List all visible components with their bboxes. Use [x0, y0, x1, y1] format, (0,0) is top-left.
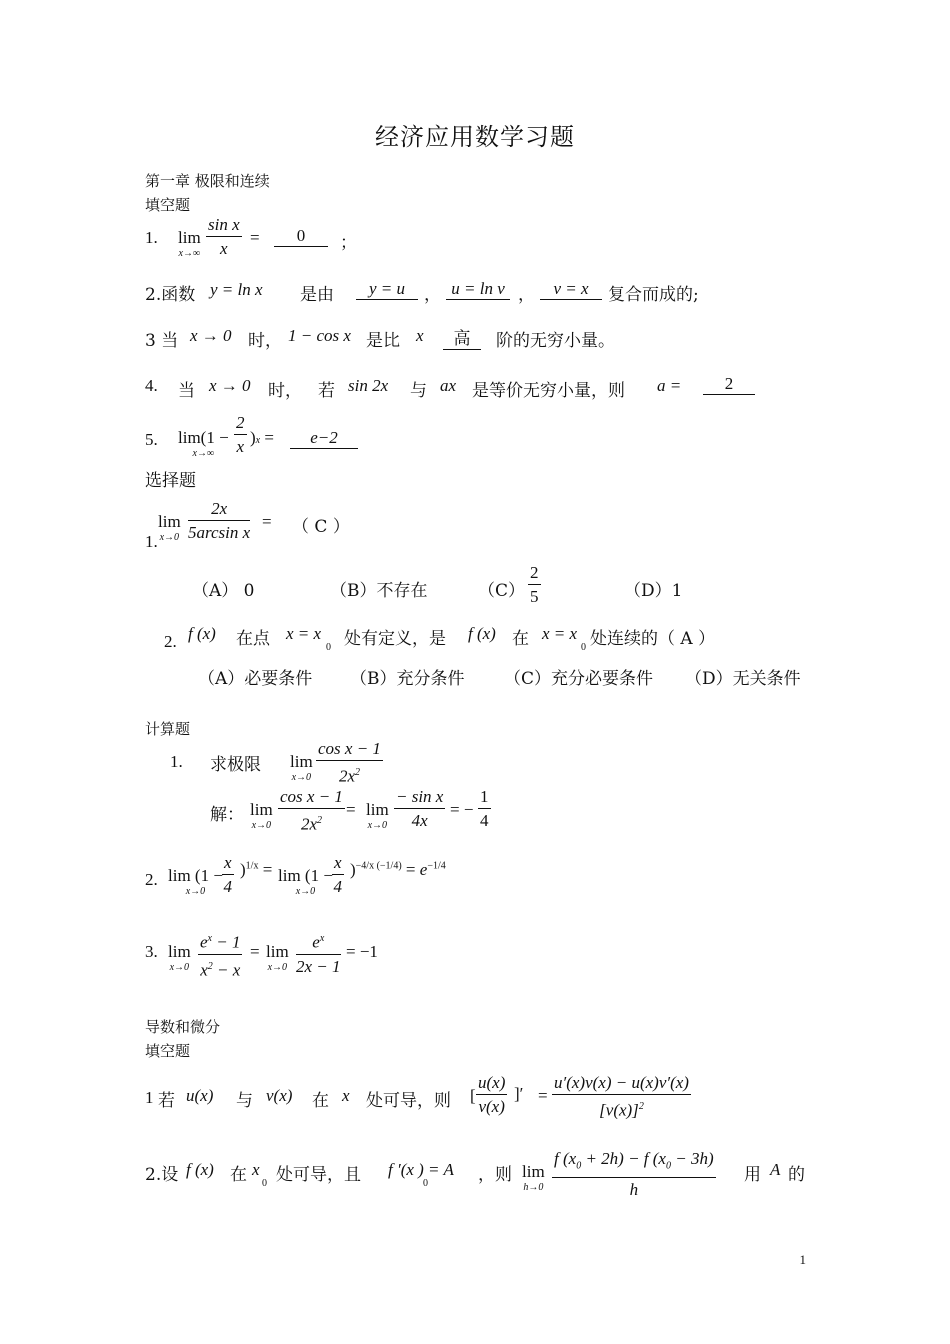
fill-q2-answer-3: v = x [540, 279, 602, 300]
fill-q1-number: 1. [145, 228, 158, 247]
choice-q1-answer: （ C ） [292, 517, 350, 537]
option-d: （D）1 [624, 581, 683, 601]
option-b: （B）不存在 [330, 581, 428, 601]
fraction-sinx-over-x: $\frac{\text{sin x}}{x}$ [208, 215, 240, 258]
chapter-heading: 第一章 极限和连续 [145, 172, 270, 190]
fill-q2-answer-1: y = u [356, 279, 418, 300]
derivative-fill-heading: 填空题 [145, 1042, 191, 1060]
limit-operator: lim x→∞ [178, 228, 201, 259]
choice-q2-answer: 处连续的（ A ） [590, 629, 716, 649]
option-a: （A） 0 [192, 581, 255, 601]
fill-q1-answer: 0 [274, 226, 328, 247]
document-page: 经济应用数学习题 第一章 极限和连续 填空题 1. lim x→∞ $\frac{\text{sin x}}{x}$ = 0 ； 2.函数 y = ln x 是由 y = u ， u = ln v ， v = x 复合而成的; 3 当 x → 0 时， 1 − cos x 是比 x 高 阶的无穷小量。 4. 当 x → 0 时， 若 sin 2x 与 ax 是等价无穷小量，则 a = 2 5. lim(1 − x→∞ $\frac{2}{x}$ )x = e−2 选择题 lim x→0 1. $\frac{2x}{\text{5arcsin x}}$ = （ C ） （A） 0 （B）不存在 （C） $\frac{2}{5}$ （D）1 2. f (x) 在点 x = x 0 处有定义，是 f (x) 在 x = x 0 处连续的（ A ） （A）必要条件 （B）充分条件 （C）充分必要条件 （D）无关条件 计算题 1. 求极限 lim x→0 $\frac{\text{cos x − 1}}{2x^2}$ 解： lim x→0 $\frac{\text{cos x − 1}}{2x^2}$ = lim x→0 $\frac{\text{− sin x}}{4x}$ = − $\frac{1}{4}$ 2. lim (1 − x→0 $\frac{x}{4}$ )$^{1/x}$ = lim (1 − x→0 $\frac{x}{4}$ )$^{-4/x (-1/4)} = e^{-1/4}$ 3. lim x→0 $\frac{e^x - 1}{x^2 - x}$ = lim x→0 $\frac{e^x}{2x - 1}$ = −1 导数和微分 填空题 1 若 u(x) 与 v(x) 在 x 处可导，则 [ $\frac{u(x)}{v(x)}$ ]′ = $\frac{u'(x)v(x) - u(x)v'(x)}{[v(x)]^2}$ 2.设 f (x) 在 x 0 处可导，且 f ′(x ) = A 0 ，则 lim h→0 $\frac{f (x_0 + 2h) - f (x_0 - 3h)}{h}$ 用 A 的 1 [0, 0, 950, 1344]
fill-q3-answer: 高 [443, 324, 481, 350]
page-number: 1 [799, 1252, 806, 1267]
fill-q5-answer: e−2 [290, 428, 358, 449]
calc-heading: 计算题 [145, 720, 191, 738]
fill-q2-prefix: 2.函数 [145, 285, 196, 305]
fill-in-heading: 填空题 [145, 196, 191, 214]
fill-q2-answer-2: u = ln v [446, 279, 510, 300]
fill-q4-answer: 2 [703, 374, 755, 395]
document-title: 经济应用数学习题 [375, 123, 575, 151]
derivative-heading: 导数和微分 [145, 1018, 221, 1036]
derivative-q1-answer: $\frac{u'(x)v(x) - u(x)v'(x)}{[v(x)]^2}$ [554, 1073, 689, 1120]
choice-heading: 选择题 [145, 471, 196, 491]
option-c: （C） [478, 581, 526, 601]
